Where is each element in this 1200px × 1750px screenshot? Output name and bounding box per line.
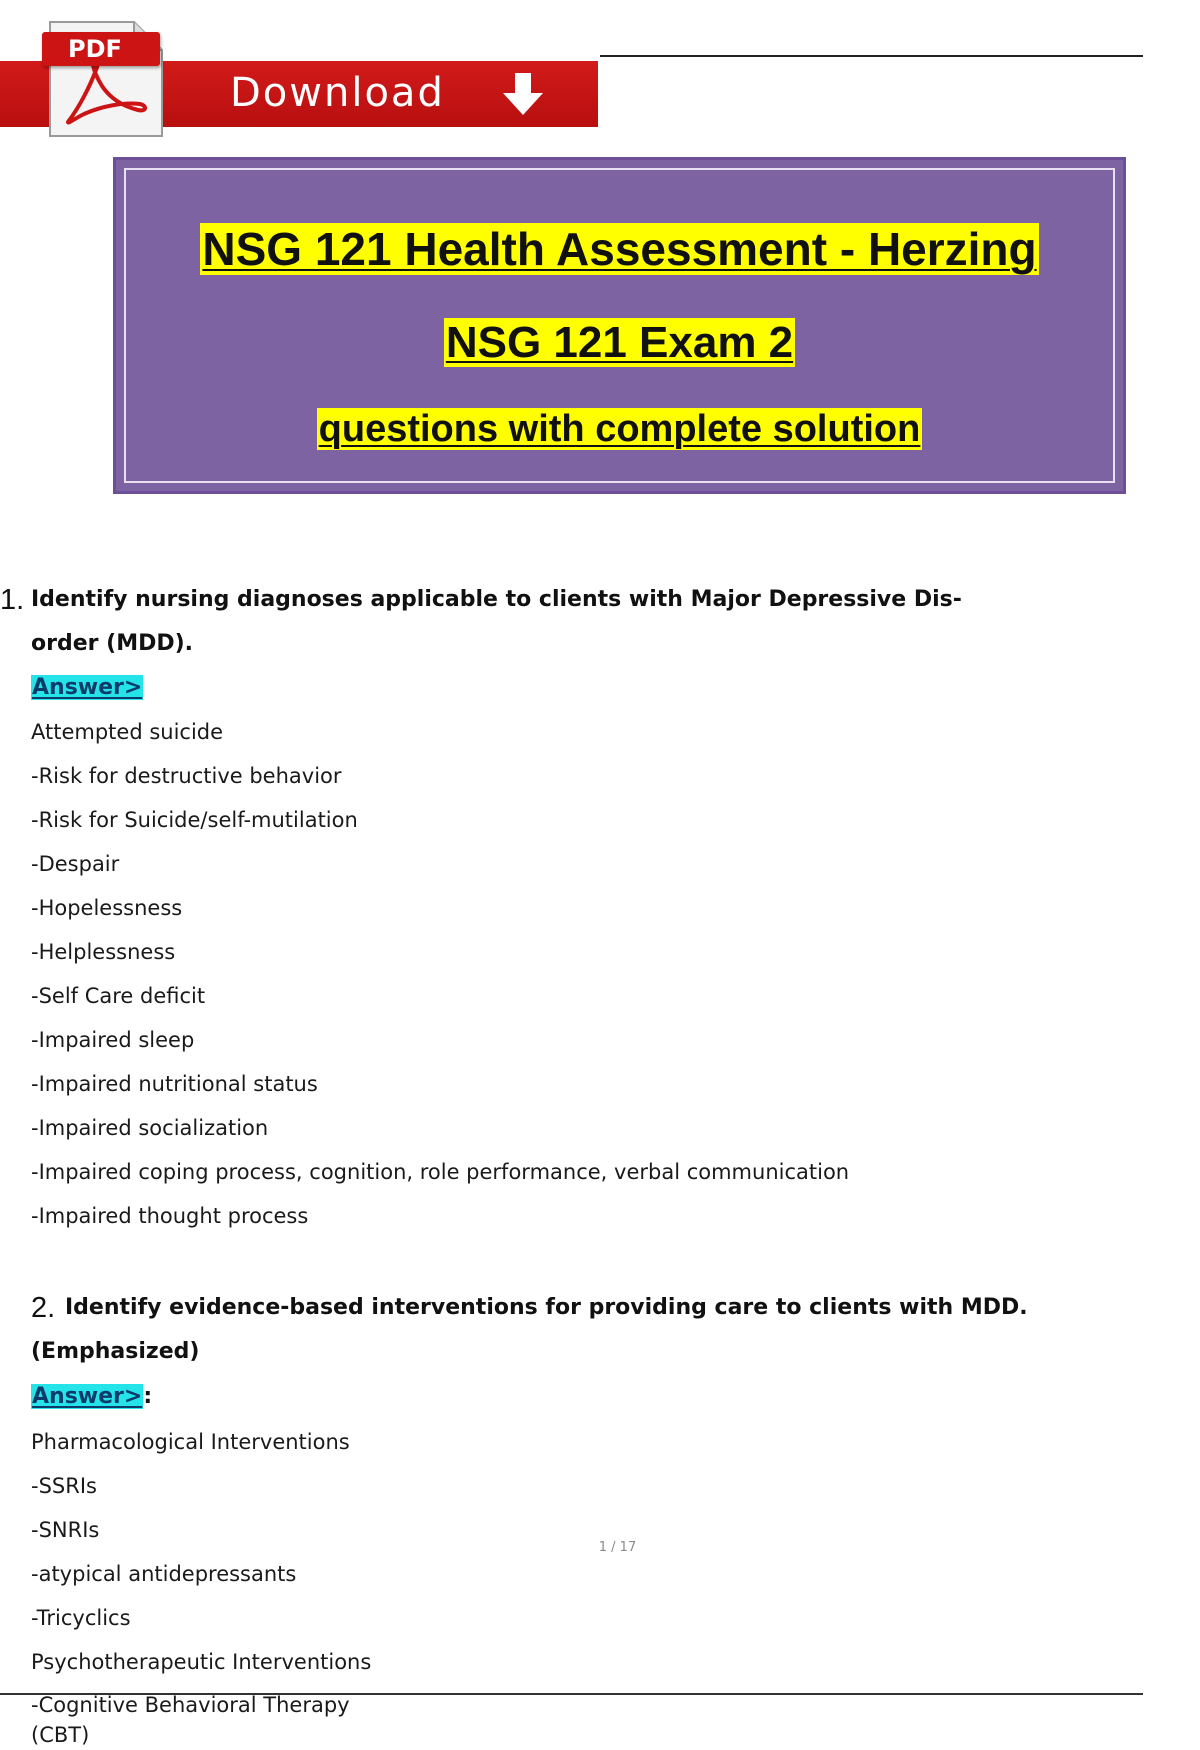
answer-item: -Helplessness — [31, 940, 176, 964]
answer-item: -Self Care deficit — [31, 984, 206, 1008]
question-number: 1. — [0, 584, 25, 616]
question-text-line: (Emphasized) — [31, 1339, 200, 1364]
answer-item: Psychotherapeutic Interventions — [31, 1650, 372, 1674]
page-bottom-rule — [0, 1693, 1143, 1695]
document-title-text: NSG 121 Health Assessment - Herzing — [202, 223, 1037, 275]
question-number: 2. — [31, 1292, 56, 1324]
document-tagline — [116, 403, 1123, 455]
answer-item: -Impaired socialization — [31, 1116, 269, 1140]
title-box — [113, 157, 1126, 494]
answer-label — [31, 673, 143, 703]
answer-item: -SSRIs — [31, 1474, 97, 1498]
question-text-line: order (MDD). — [31, 631, 194, 656]
answer-label-text: Answer> — [32, 1384, 143, 1409]
pdf-badge — [42, 32, 160, 66]
document-title — [116, 218, 1123, 280]
answer-item: -Impaired thought process — [31, 1204, 309, 1228]
answer-item: -Impaired coping process, cognition, role performance, verbal communication — [31, 1160, 850, 1184]
answer-item: Pharmacological Interventions — [31, 1430, 350, 1454]
answer-item: -Hopelessness — [31, 896, 183, 920]
answer-label — [31, 1382, 152, 1412]
answer-item: -Despair — [31, 852, 120, 876]
header-rule — [600, 55, 1143, 57]
document-subtitle — [116, 312, 1123, 374]
document-tagline-text: questions with complete solution — [318, 408, 921, 450]
answer-item: -Risk for Suicide/self-mutilation — [31, 808, 358, 832]
answer-label-suffix: : — [143, 1384, 153, 1409]
answer-item: Attempted suicide — [31, 720, 224, 744]
question-text-line: Identify nursing diagnoses applicable to clients with Major Depressive Dis- — [31, 587, 962, 612]
cut-off-answer-item: -Cognitive Behavioral Therapy (CBT) — [31, 1693, 350, 1747]
pdf-badge-label: PDF — [68, 35, 122, 63]
answer-label-text: Answer> — [32, 675, 143, 700]
answer-item: -Tricyclics — [31, 1606, 131, 1630]
answer-item: -Impaired sleep — [31, 1028, 195, 1052]
page-indicator: 1 / 17 — [598, 1540, 637, 1555]
answer-item: -Risk for destructive behavior — [31, 764, 342, 788]
question-text-line: Identify evidence-based interventions for providing care to clients with MDD. — [65, 1295, 1028, 1320]
answer-item: -SNRIs — [31, 1518, 100, 1542]
answer-item: -atypical antidepressants — [31, 1562, 297, 1586]
document-subtitle-text: NSG 121 Exam 2 — [445, 318, 794, 367]
answer-item: -Impaired nutritional status — [31, 1072, 318, 1096]
download-arrow-icon — [500, 71, 546, 119]
download-label: Download — [230, 70, 445, 116]
pdf-file-icon[interactable] — [38, 14, 166, 140]
